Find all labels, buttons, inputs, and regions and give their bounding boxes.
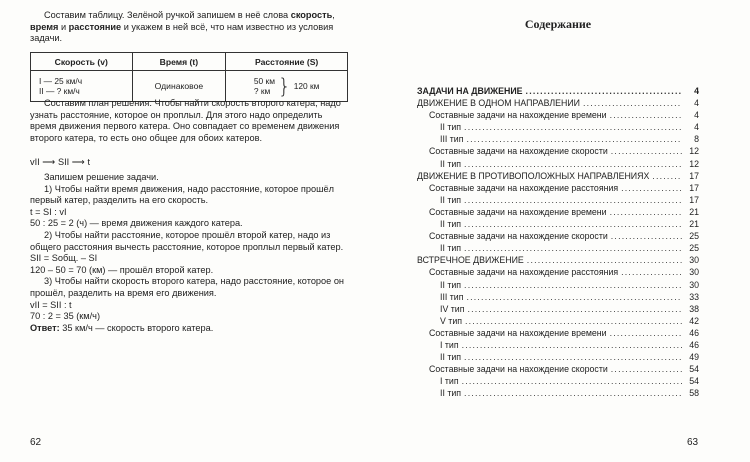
distance-first: 50 км	[253, 76, 275, 86]
toc-leader-dots	[610, 207, 682, 217]
step-1-text: 1) Чтобы найти время движения, надо расстояние, которое прошёл первый катер, разделить на его скорость.	[30, 183, 334, 206]
speed-first: I — 25 км/ч	[39, 76, 83, 86]
toc-entry-page: 49	[689, 352, 699, 363]
toc-entry-label: Составные задачи на нахождение времени	[429, 327, 607, 338]
toc-entry-label: II тип	[440, 219, 462, 230]
toc-entry-page: 8	[694, 134, 699, 145]
toc-entry-page: 21	[689, 219, 699, 230]
toc-entry-label: Составные задачи на нахождение скорости	[429, 231, 608, 242]
toc-entry[interactable]	[417, 340, 699, 352]
toc-entry-page: 46	[689, 339, 699, 350]
toc-entry-page: 54	[689, 364, 699, 375]
header-speed: Скорость (v)	[31, 53, 133, 71]
answer-label: Ответ:	[30, 322, 60, 333]
toc-entry[interactable]	[417, 134, 699, 146]
distance-cell	[226, 71, 348, 102]
toc-entry-label: II тип	[440, 194, 462, 205]
step-2-result: 120 – 50 = 70 (км) — прошёл второй катер.	[30, 264, 214, 275]
toc-entry-label: ДВИЖЕНИЕ В ПРОТИВОПОЛОЖНЫХ НАПРАВЛЕНИЯХ	[417, 170, 650, 181]
toc-entry-label: ЗАДАЧИ НА ДВИЖЕНИЕ	[417, 86, 523, 96]
toc-entry-page: 17	[689, 170, 699, 181]
answer-line	[30, 323, 348, 335]
toc-entry-page: 46	[689, 327, 699, 338]
toc-entry-page: 25	[689, 243, 699, 254]
toc-entry-label: II тип	[440, 122, 462, 133]
toc-leader-dots	[464, 195, 682, 205]
toc-entry[interactable]	[417, 219, 699, 231]
distance-total: 120 км	[293, 81, 320, 91]
page-number-right: 63	[687, 437, 699, 448]
toc-leader-dots	[464, 280, 682, 290]
step-2-text: 2) Чтобы найти расстояние, которое прошёл второй катер, надо из общего расстояния вычесть расстояние, которое проплыл первый катер.	[30, 229, 344, 252]
toc-leader-dots	[611, 364, 682, 374]
toc-leader-dots	[467, 304, 682, 314]
toc-leader-dots	[464, 352, 682, 362]
toc-entry[interactable]	[417, 122, 699, 134]
toc-leader-dots	[464, 159, 682, 169]
intro-text: ,	[332, 10, 335, 20]
toc-entry-label: II тип	[440, 158, 462, 169]
time-cell: Одинаковое	[132, 71, 226, 102]
answer-text: 35 км/ч — скорость второго катера.	[59, 322, 214, 333]
speed-cell	[31, 71, 133, 102]
solution-block	[30, 172, 348, 334]
toc-leader-dots	[462, 376, 682, 386]
toc-entry-label: IV тип	[440, 303, 465, 314]
toc-entry[interactable]	[417, 267, 699, 279]
toc-leader-dots	[526, 86, 682, 96]
page-number-left: 62	[30, 437, 42, 448]
toc-leader-dots	[466, 134, 682, 144]
toc-leader-dots	[527, 255, 682, 265]
toc-entry-page: 33	[689, 291, 699, 302]
toc-entry-page: 17	[689, 182, 699, 193]
toc-entry-page: 4	[694, 86, 699, 96]
toc-entry-label: I тип	[440, 376, 459, 387]
keyword-speed: скорость	[290, 10, 333, 20]
toc-entry-label: ВСТРЕЧНОЕ ДВИЖЕНИЕ	[417, 255, 524, 266]
header-time: Время (t)	[132, 53, 226, 71]
toc-entry[interactable]	[417, 376, 699, 388]
toc-entry-label: Составные задачи на нахождение расстояния	[429, 182, 619, 193]
right-page	[375, 0, 750, 462]
toc-leader-dots	[464, 243, 682, 253]
toc-entry[interactable]	[417, 110, 699, 122]
toc-entry-page: 4	[694, 122, 699, 133]
toc-leader-dots	[611, 231, 682, 241]
step-3-formula: vII = SII : t	[30, 299, 72, 310]
toc-entry[interactable]	[417, 316, 699, 328]
table-of-contents	[417, 86, 699, 400]
solution-intro: Запишем решение задачи.	[44, 172, 159, 182]
toc-entry[interactable]	[417, 304, 699, 316]
toc-leader-dots	[583, 98, 682, 108]
plan-paragraph: Составим план решения. Чтобы найти скорость второго катера, надо узнать расстояние, которое он проплыл. Для этого надо определить время движения первого катера. Оно совпадает со временем движения второго катера, то есть оно общее для обоих катеров.	[30, 98, 341, 143]
toc-entry-label: II тип	[440, 352, 462, 363]
toc-entry-page: 17	[689, 194, 699, 205]
toc-leader-dots	[464, 122, 682, 132]
intro-text: Составим таблицу. Зелёной ручкой запишем в неё слова	[44, 10, 291, 20]
solution-scheme: vII ⟶ SII ⟶ t	[30, 157, 91, 167]
toc-entry-page: 30	[689, 267, 699, 278]
toc-entry[interactable]	[417, 364, 699, 376]
toc-entry-page: 12	[689, 146, 699, 157]
speed-second: II — ? км/ч	[39, 86, 80, 96]
toc-entry[interactable]	[417, 328, 699, 340]
toc-entry-page: 4	[694, 98, 699, 109]
toc-leader-dots	[464, 388, 682, 398]
toc-entry[interactable]	[417, 146, 699, 158]
toc-entry-label: Составные задачи на нахождение времени	[429, 206, 607, 217]
toc-entry-label: ДВИЖЕНИЕ В ОДНОМ НАПРАВЛЕНИИ	[417, 98, 581, 109]
step-1-result: 50 : 25 = 2 (ч) — время движения каждого катера.	[30, 218, 243, 229]
keyword-distance: расстояние	[68, 21, 122, 32]
toc-entry-label: V тип	[440, 315, 463, 326]
toc-entry-page: 30	[689, 279, 699, 290]
toc-entry[interactable]	[417, 98, 699, 110]
toc-entry[interactable]	[417, 86, 699, 98]
brace-icon: }	[277, 74, 291, 98]
toc-entry[interactable]	[417, 243, 699, 255]
toc-entry-page: 38	[689, 303, 699, 314]
toc-entry-label: III тип	[440, 134, 464, 145]
keyword-time: время	[30, 21, 59, 32]
toc-entry-label: Составные задачи на нахождение времени	[429, 110, 607, 121]
toc-entry-page: 21	[689, 206, 699, 217]
intro-paragraph	[30, 10, 348, 45]
intro-text: и	[58, 21, 69, 32]
toc-entry-page: 54	[689, 376, 699, 387]
toc-leader-dots	[610, 328, 682, 338]
toc-entry-page: 58	[689, 388, 699, 399]
toc-entry-label: II тип	[440, 279, 462, 290]
toc-entry-page: 30	[689, 255, 699, 266]
toc-entry-label: II тип	[440, 243, 462, 254]
toc-entry-page: 25	[689, 231, 699, 242]
distance-second: ? км	[253, 86, 271, 96]
toc-entry[interactable]	[417, 183, 699, 195]
toc-title: Содержание	[524, 17, 592, 31]
toc-entry[interactable]	[417, 171, 699, 183]
toc-entry[interactable]	[417, 195, 699, 207]
toc-entry[interactable]	[417, 207, 699, 219]
toc-leader-dots	[610, 110, 682, 120]
toc-leader-dots	[464, 219, 682, 229]
toc-entry[interactable]	[417, 388, 699, 400]
toc-entry-label: I тип	[440, 339, 459, 350]
data-table	[30, 52, 348, 102]
toc-entry-page: 42	[689, 315, 699, 326]
toc-entry[interactable]	[417, 231, 699, 243]
toc-entry-page: 4	[694, 110, 699, 121]
toc-entry-label: Составные задачи на нахождение скорости	[429, 364, 608, 375]
toc-leader-dots	[611, 146, 682, 156]
toc-entry-label: II тип	[440, 388, 462, 399]
header-distance: Расстояние (S)	[226, 53, 348, 71]
toc-leader-dots	[465, 316, 682, 326]
step-3-text: 3) Чтобы найти скорость второго катера, надо расстояние, которое он прошёл, разделить на время его движения.	[30, 276, 344, 298]
toc-entry[interactable]	[417, 292, 699, 304]
toc-entry[interactable]	[417, 159, 699, 171]
step-2-formula: SII = Sобщ. – SI	[30, 253, 98, 264]
toc-entry[interactable]	[417, 280, 699, 292]
toc-leader-dots	[621, 183, 682, 193]
toc-entry-page: 12	[689, 158, 699, 169]
step-3-result: 70 : 2 = 35 (км/ч)	[30, 311, 101, 322]
toc-entry[interactable]	[417, 352, 699, 364]
toc-entry-label: Составные задачи на нахождение скорости	[429, 146, 608, 157]
toc-leader-dots	[652, 171, 682, 181]
toc-entry-label: Составные задачи на нахождение расстояния	[429, 267, 619, 278]
toc-leader-dots	[466, 292, 682, 302]
step-1-formula: t = SI : vI	[30, 206, 67, 217]
toc-leader-dots	[462, 340, 682, 350]
toc-entry-label: III тип	[440, 291, 464, 302]
intro-text: и укажем в ней всё, что нам известно из условия задачи.	[30, 21, 334, 44]
toc-leader-dots	[621, 267, 682, 277]
toc-entry[interactable]	[417, 255, 699, 267]
